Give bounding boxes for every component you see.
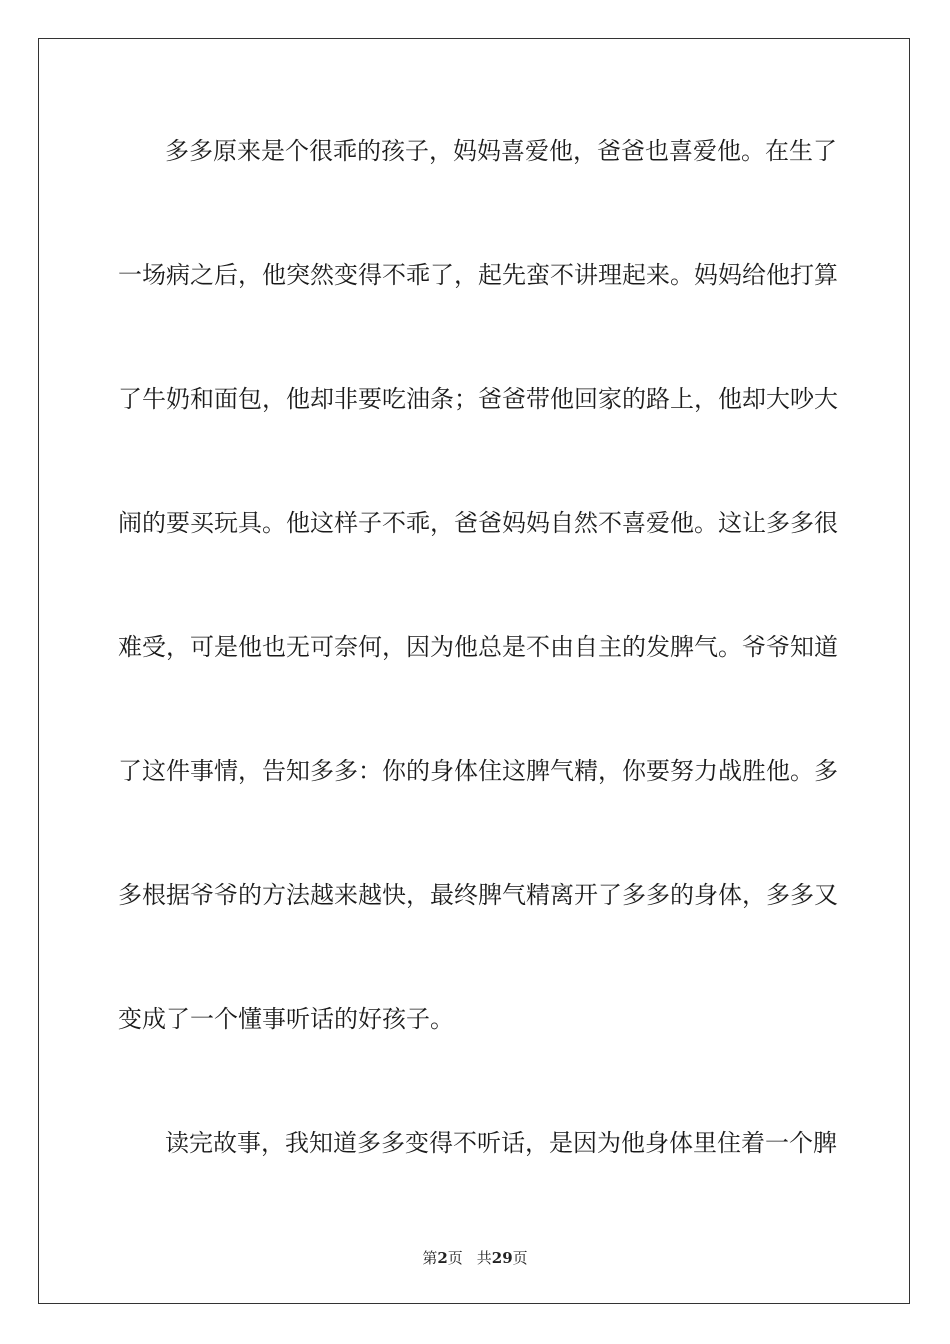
footer-page-number: 2 bbox=[437, 1249, 448, 1267]
body-line-2: 一场病之后，他突然变得不乖了，起先蛮不讲理起来。妈妈给他打算 bbox=[118, 261, 838, 289]
body-line-9: 读完故事，我知道多多变得不听话，是因为他身体里住着一个脾 bbox=[165, 1129, 837, 1157]
footer-page-prefix: 第 bbox=[422, 1249, 438, 1267]
body-line-6: 了这件事情，告知多多：你的身体住这脾气精，你要努力战胜他。多 bbox=[118, 757, 838, 785]
footer-total-pages: 29 bbox=[491, 1249, 513, 1267]
body-line-1: 多多原来是个很乖的孩子，妈妈喜爱他，爸爸也喜爱他。在生了 bbox=[165, 137, 837, 165]
page-border bbox=[38, 38, 910, 1304]
footer-page-suffix: 页 bbox=[447, 1249, 463, 1267]
body-line-5: 难受，可是他也无可奈何，因为他总是不由自主的发脾气。爷爷知道 bbox=[118, 633, 838, 661]
footer-total-suffix: 页 bbox=[512, 1249, 528, 1267]
body-line-7: 多根据爷爷的方法越来越快，最终脾气精离开了多多的身体，多多又 bbox=[118, 881, 838, 909]
body-line-3: 了牛奶和面包，他却非要吃油条；爸爸带他回家的路上，他却大吵大 bbox=[118, 385, 838, 413]
body-line-4: 闹的要买玩具。他这样子不乖，爸爸妈妈自然不喜爱他。这让多多很 bbox=[118, 509, 838, 537]
body-line-8: 变成了一个懂事听话的好孩子。 bbox=[118, 1005, 454, 1033]
page-footer bbox=[0, 1248, 950, 1268]
footer-total-prefix: 共 bbox=[476, 1249, 492, 1267]
